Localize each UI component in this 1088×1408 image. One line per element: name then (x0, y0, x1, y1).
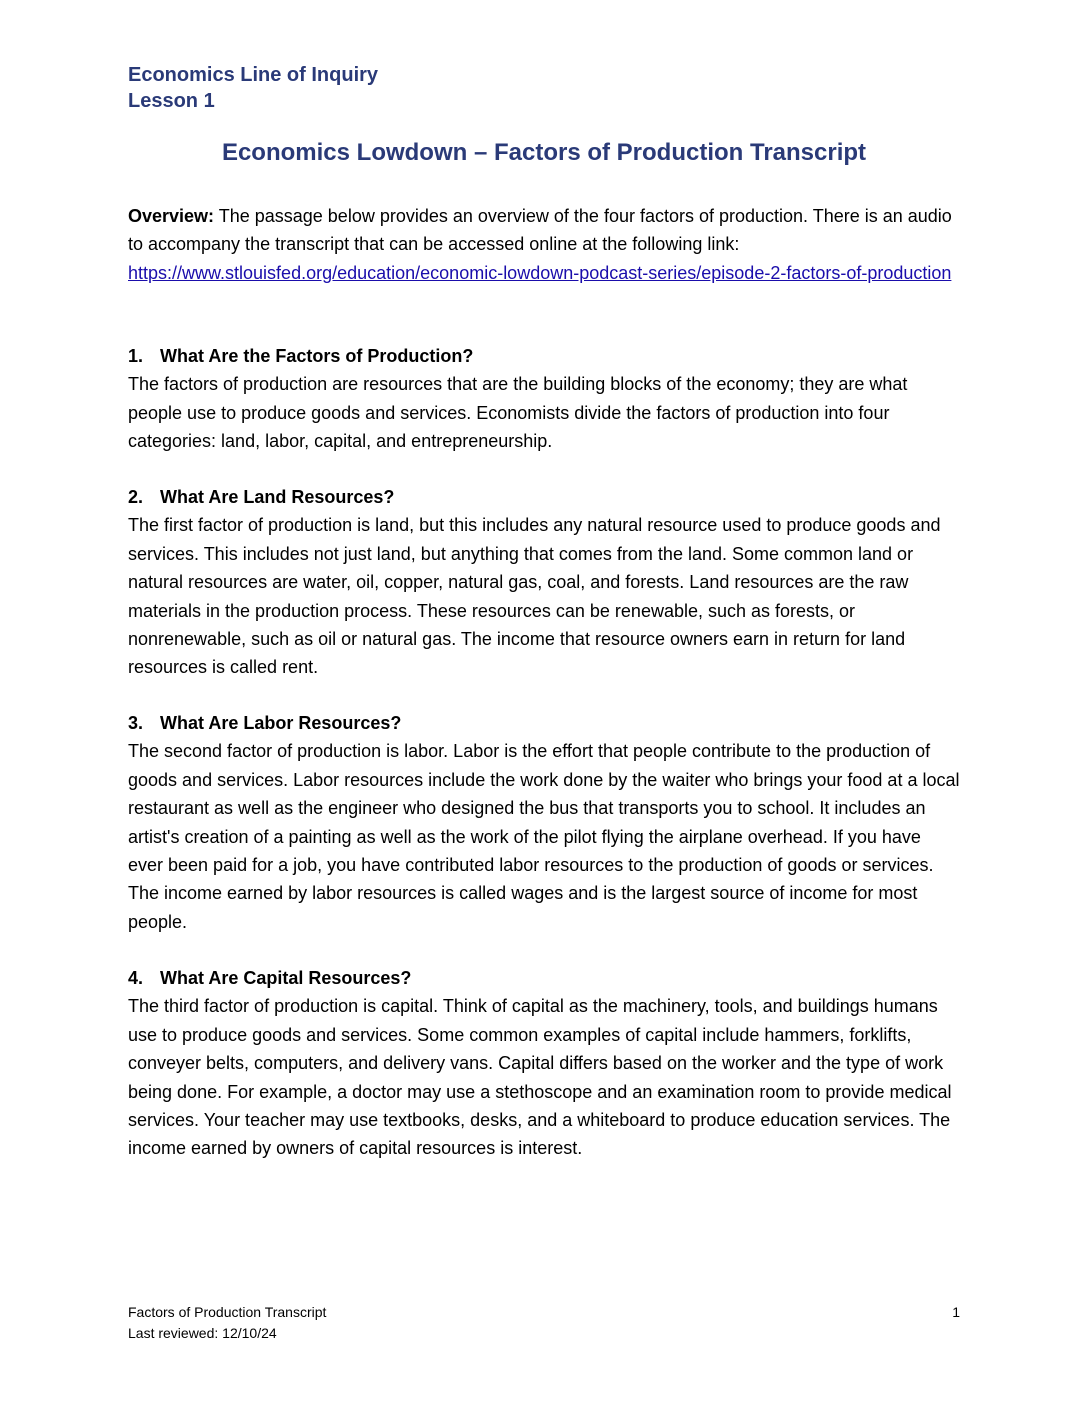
header-lesson: Lesson 1 (128, 90, 215, 112)
section-body: The second factor of production is labor. Labor is the effort that people contribute to the production of goods and services. Labor resources include the work done by the waiter who brings your food at a local restaurant as well as the engineer who designed the bus that transports you to school. It includes an artist's creation of a painting as well as the work of the pilot flying the airplane overhead. If you have ever been paid for a job, you have contributed labor resources to the production of goods or services. The income earned by labor resources is called wages and is the largest source of income for most people. (128, 741, 960, 932)
section-number: 4. (128, 968, 144, 988)
section-body: The factors of production are resources that are the building blocks of the economy; they are what people use to produce goods and services. Economists divide the factors of production into four categories: land, labor, capital, and entrepreneurship. (128, 374, 908, 452)
document-title: Economics Lowdown – Factors of Production Transcript (221, 139, 867, 166)
document-page (128, 62, 960, 1159)
section-body: The third factor of production is capital. Think of capital as the machinery, tools, and buildings humans use to produce goods and services. Some common examples of capital include hammers, forklifts, conveyer belts, computers, and delivery vans. Capital differs based on the worker and the type of work being done. For example, a doctor may use a stethoscope and an examination room to provide medical services. Your teacher may use textbooks, desks, and a whiteboard to produce education services. The income earned by owners of capital resources is interest. (128, 996, 952, 1159)
overview-paragraph (128, 202, 960, 287)
footer-last-reviewed: Last reviewed: 12/10/24 (128, 1325, 277, 1341)
section-factors-of-production (128, 342, 960, 456)
section-body: The first factor of production is land, but this includes any natural resource used to produce goods and services. This includes not just land, but anything that comes from the land. Some common land or natural resources are water, oil, copper, natural gas, coal, and forests. Land resources are the raw materials in the production process. These resources can be renewable, such as forests, or nonrenewable, such as oil or natural gas. The income that resource owners earn in return for land resources is called rent. (128, 515, 941, 678)
section-heading (128, 964, 960, 992)
header-line-of-inquiry: Economics Line of Inquiry (128, 64, 379, 86)
footer-document-name: Factors of Production Transcript (128, 1304, 327, 1320)
section-number: 3. (128, 713, 144, 733)
section-labor-resources (128, 709, 960, 936)
section-number: 1. (128, 346, 144, 366)
overview-label: Overview: (128, 206, 215, 226)
section-heading (128, 342, 960, 370)
page-number: 1 (952, 1304, 960, 1320)
podcast-link[interactable]: https://www.stlouisfed.org/education/economic-lowdown-podcast-series/episode-2-factors-of-production (128, 262, 952, 283)
section-heading-text: What Are Capital Resources? (160, 968, 412, 988)
section-heading-text: What Are Land Resources? (160, 487, 395, 507)
section-heading (128, 709, 960, 737)
section-heading (128, 483, 960, 511)
section-heading-text: What Are Labor Resources? (160, 713, 402, 733)
section-heading-text: What Are the Factors of Production? (160, 346, 474, 366)
section-capital-resources (128, 964, 960, 1163)
section-land-resources (128, 483, 960, 682)
overview-text: The passage below provides an overview of the four factors of production. There is an audio to accompany the transcript that can be accessed online at the following link: (128, 206, 952, 255)
section-number: 2. (128, 487, 144, 507)
page-footer (128, 1302, 960, 1344)
